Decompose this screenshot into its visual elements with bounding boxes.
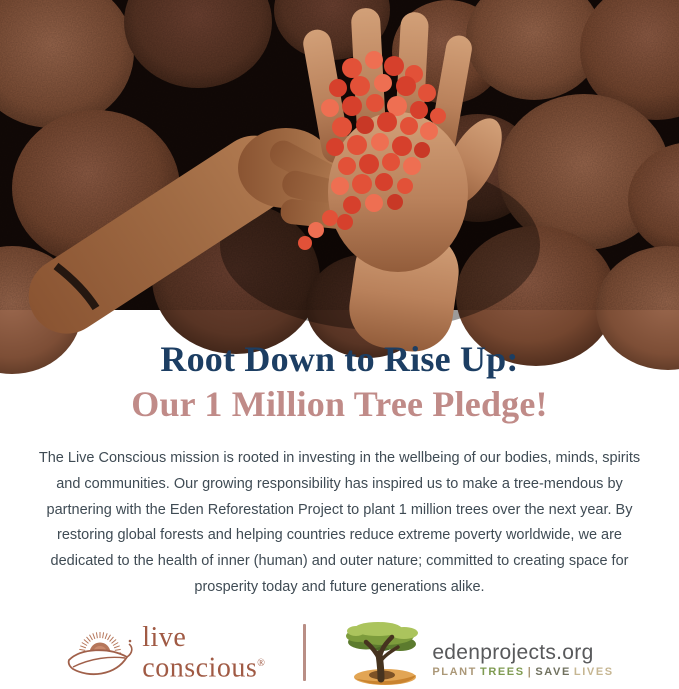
acacia-tree-icon [344,618,424,688]
registered-mark: ® [257,657,266,669]
tagline-word-lives: LIVES [573,665,614,678]
headline-line-2: Our 1 Million Tree Pledge! [131,384,548,424]
tagline-word-trees: TREES [480,665,525,678]
eden-projects-logo [344,618,616,688]
eden-tagline [432,666,616,678]
hero-photo [0,0,679,310]
tagline-separator: | [527,665,533,678]
live-conscious-wordmark [142,621,266,683]
eden-site-name: edenprojects.org [432,640,594,664]
logo-divider [303,624,306,681]
tagline-word-save: SAVE [535,665,571,678]
mission-paragraph: The Live Conscious mission is rooted in investing in the wellbeing of our bodies, minds, spirits and communities. Our growing responsibility has inspired us to make a tree-mendous by partnering with the Eden Reforestation Project to plant 1 million trees over the next year. By restoring global forests and helping countries reduce extreme poverty worldwide, we are dedicated to the health of inner (human) and outer nature; committed to creating space for prosperity today and future generations alike. [38,450,641,595]
headline-line-1: Root Down to Rise Up: [160,339,519,379]
footer-logos [0,617,679,689]
live-conscious-word1: live [142,621,187,653]
sunrise-leaf-icon [62,622,138,684]
tagline-word-plant: PLANT [432,665,477,678]
live-conscious-logo [62,622,265,684]
eden-text-block [432,642,616,688]
live-conscious-word2: conscious® [142,651,266,683]
